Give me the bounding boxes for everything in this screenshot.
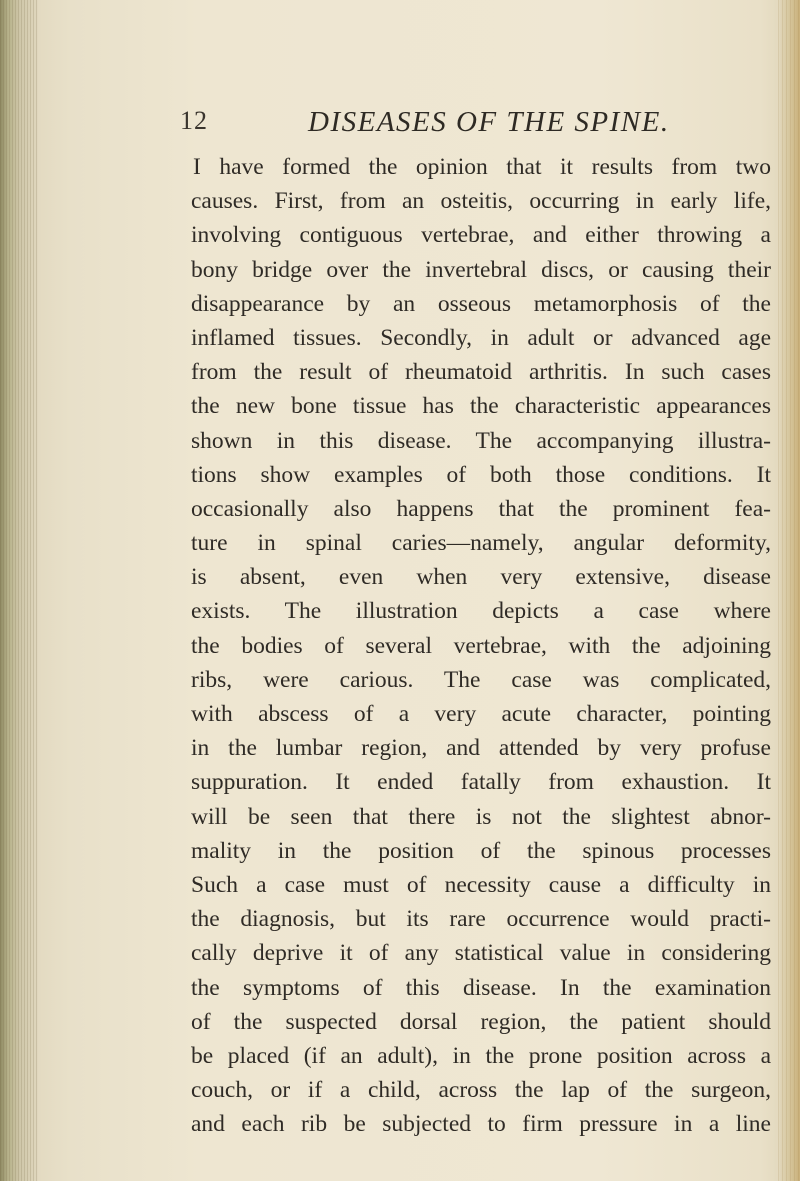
page-header <box>0 106 800 146</box>
text-line: mality in the position of the spinous processes <box>191 837 771 864</box>
text-line: couch, or if a child, across the lap of the surgeon, <box>191 1077 771 1104</box>
text-line: from the result of rheumatoid arthritis. In such cases <box>191 359 771 386</box>
text-line: the bodies of several vertebrae, with the adjoining <box>191 632 771 659</box>
text-line: ribs, were carious. The case was complicated, <box>191 666 771 693</box>
page-number: 12 <box>180 106 208 135</box>
text-line: and each rib be subjected to firm pressure in a line <box>191 1111 771 1138</box>
text-line: be placed (if an adult), in the prone position across a <box>191 1042 771 1069</box>
running-head: DISEASES OF THE SPINE. <box>308 106 670 138</box>
text-line: the diagnosis, but its rare occurrence would practi- <box>191 906 771 933</box>
text-line: is absent, even when very extensive, disease <box>191 564 771 591</box>
text-line: the symptoms of this disease. In the examination <box>191 974 771 1001</box>
text-line: I have formed the opinion that it results from two <box>193 154 771 180</box>
text-line: cally deprive it of any statistical value in considering <box>191 940 771 967</box>
text-line: disappearance by an osseous metamorphosis of the <box>191 290 771 317</box>
text-line: the new bone tissue has the characteristic appearances <box>191 393 771 420</box>
text-line: of the suspected dorsal region, the patient should <box>191 1008 771 1035</box>
text-line: occasionally also happens that the prominent fea- <box>191 495 771 522</box>
page-fore-edge <box>778 0 800 1181</box>
text-line: exists. The illustration depicts a case where <box>191 598 771 625</box>
body-text <box>191 150 771 1141</box>
text-line: Such a case must of necessity cause a difficulty in <box>191 871 771 898</box>
text-line: with abscess of a very acute character, pointing <box>191 701 771 727</box>
text-line: inflamed tissues. Secondly, in adult or advanced age <box>191 324 771 351</box>
book-spine-edge <box>0 0 38 1181</box>
text-line: bony bridge over the invertebral discs, or causing their <box>191 256 771 283</box>
text-line: will be seen that there is not the slightest abnor- <box>191 803 771 830</box>
text-line: shown in this disease. The accompanying illustra- <box>191 427 771 454</box>
text-line: tions show examples of both those conditions. It <box>191 461 771 488</box>
text-line: causes. First, from an osteitis, occurring in early life, <box>191 188 771 215</box>
text-line: in the lumbar region, and attended by very profuse <box>191 735 771 762</box>
text-line: suppuration. It ended fatally from exhaustion. It <box>191 769 771 796</box>
text-line: involving contiguous vertebrae, and either throwing a <box>191 222 771 249</box>
text-line: ture in spinal caries—namely, angular deformity, <box>191 530 771 557</box>
